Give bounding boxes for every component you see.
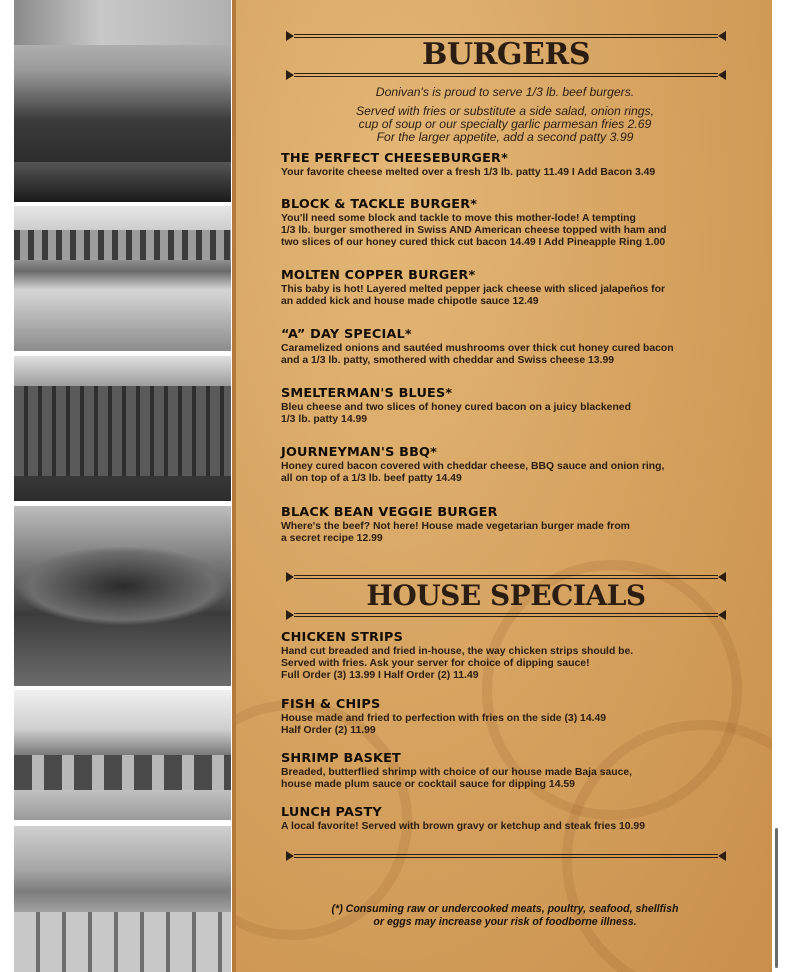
menu-item-smeltermans-blues — [281, 386, 721, 426]
menu-item-journeymans-bbq — [281, 445, 721, 485]
item-name: FISH & CHIPS — [281, 697, 381, 712]
food-safety-footnote: (*) Consuming raw or undercooked meats, poultry, seafood, shellfish or eggs may increase your risk of foodborne illness. — [331, 903, 679, 928]
menu-item-fish-chips — [281, 697, 721, 737]
item-description: Where's the beef? Not here! House made vegetarian burger made from a secret recipe 12.99 — [281, 521, 630, 544]
item-name: THE PERFECT CHEESEBURGER* — [281, 151, 509, 166]
menu-item-a-day-special — [281, 327, 721, 367]
menu-item-lunch-pasty — [281, 805, 721, 833]
item-description: Breaded, butterflied shrimp with choice of our house made Baja sauce, house made plum sauce or cocktail sauce for dipping 14.59 — [281, 767, 633, 790]
menu-item-molten-copper-burger — [281, 268, 721, 308]
item-description: Honey cured bacon covered with cheddar cheese, BBQ sauce and onion ring, all on top of a 1/3 lb. beef patty 14.49 — [281, 461, 665, 484]
item-description: Bleu cheese and two slices of honey cured bacon on a juicy blackened 1/3 lb. patty 14.99 — [281, 402, 631, 425]
item-name: BLACK BEAN VEGGIE BURGER — [281, 505, 498, 520]
intro-line: For the larger appetite, add a second patty 3.99 — [376, 130, 634, 144]
item-name: SHRIMP BASKET — [281, 751, 401, 766]
item-name: SMELTERMAN'S BLUES* — [281, 386, 453, 401]
intro-line: cup of soup or our specialty garlic parmesan fries 2.69 — [358, 117, 652, 131]
item-name: JOURNEYMAN'S BBQ* — [281, 445, 438, 460]
item-name: BLOCK & TACKLE BURGER* — [281, 197, 478, 212]
item-name: MOLTEN COPPER BURGER* — [281, 268, 476, 283]
divider-bottom-burgers — [286, 69, 726, 81]
divider-bottom-house-specials — [286, 609, 726, 621]
divider-bottom-menu — [286, 850, 726, 862]
scrollbar-thumb[interactable] — [775, 828, 778, 968]
menu-item-block-tackle-burger — [281, 197, 721, 249]
item-name: LUNCH PASTY — [281, 805, 382, 820]
item-description: Your favorite cheese melted over a fresh 1/3 lb. patty 11.49 I Add Bacon 3.49 — [281, 167, 656, 178]
photo-mine-machinery — [14, 506, 231, 686]
photo-grandstand — [14, 206, 231, 351]
section-title-house-specials: HOUSE SPECIALS — [366, 579, 646, 612]
menu-item-shrimp-basket — [281, 751, 721, 791]
intro-line: Served with fries or substitute a side salad, onion rings, — [355, 104, 655, 118]
burgers-intro — [290, 86, 720, 144]
item-description: Hand cut breaded and fried in-house, the way chicken strips should be. Served with fries. Ask your server for choice of dipping sauce! Full Order (3) 13.99 I Half Order (2) 11.49 — [281, 646, 634, 681]
item-name: CHICKEN STRIPS — [281, 630, 404, 645]
photo-crowd-street — [14, 0, 231, 202]
photo-cemetery-hills — [14, 826, 231, 972]
item-description: This baby is hot! Layered melted pepper jack cheese with sliced jalapeños for an added kick and house made chipotle sauce 12.49 — [281, 284, 665, 307]
item-name: “A” DAY SPECIAL* — [281, 327, 412, 342]
photo-smelter-town — [14, 690, 231, 820]
menu-item-perfect-cheeseburger — [281, 151, 721, 179]
item-description: You'll need some block and tackle to move this mother-lode! A tempting 1/3 lb. burger smothered in Swiss AND American cheese topped with ham and two slices of our honey cured thick cut bacon 14.49 I Add Pineapple Ring 1.00 — [281, 213, 667, 248]
item-description: House made and fried to perfection with fries on the side (3) 14.49 Half Order (2) 11.99 — [281, 713, 607, 736]
menu-item-chicken-strips — [281, 630, 721, 682]
item-description: A local favorite! Served with brown gravy or ketchup and steak fries 10.99 — [281, 821, 645, 832]
panel-edge — [232, 0, 236, 972]
item-description: Caramelized onions and sautéed mushrooms over thick cut honey cured bacon and a 1/3 lb. patty, smothered with cheddar and Swiss cheese 13.99 — [281, 343, 674, 366]
historic-photo-strip — [0, 0, 232, 972]
intro-line: Donivan's is proud to serve 1/3 lb. beef burgers. — [375, 85, 635, 99]
menu-item-black-bean-veggie-burger — [281, 505, 721, 545]
section-title-burgers: BURGERS — [421, 37, 591, 72]
photo-hotel-building — [14, 356, 231, 501]
